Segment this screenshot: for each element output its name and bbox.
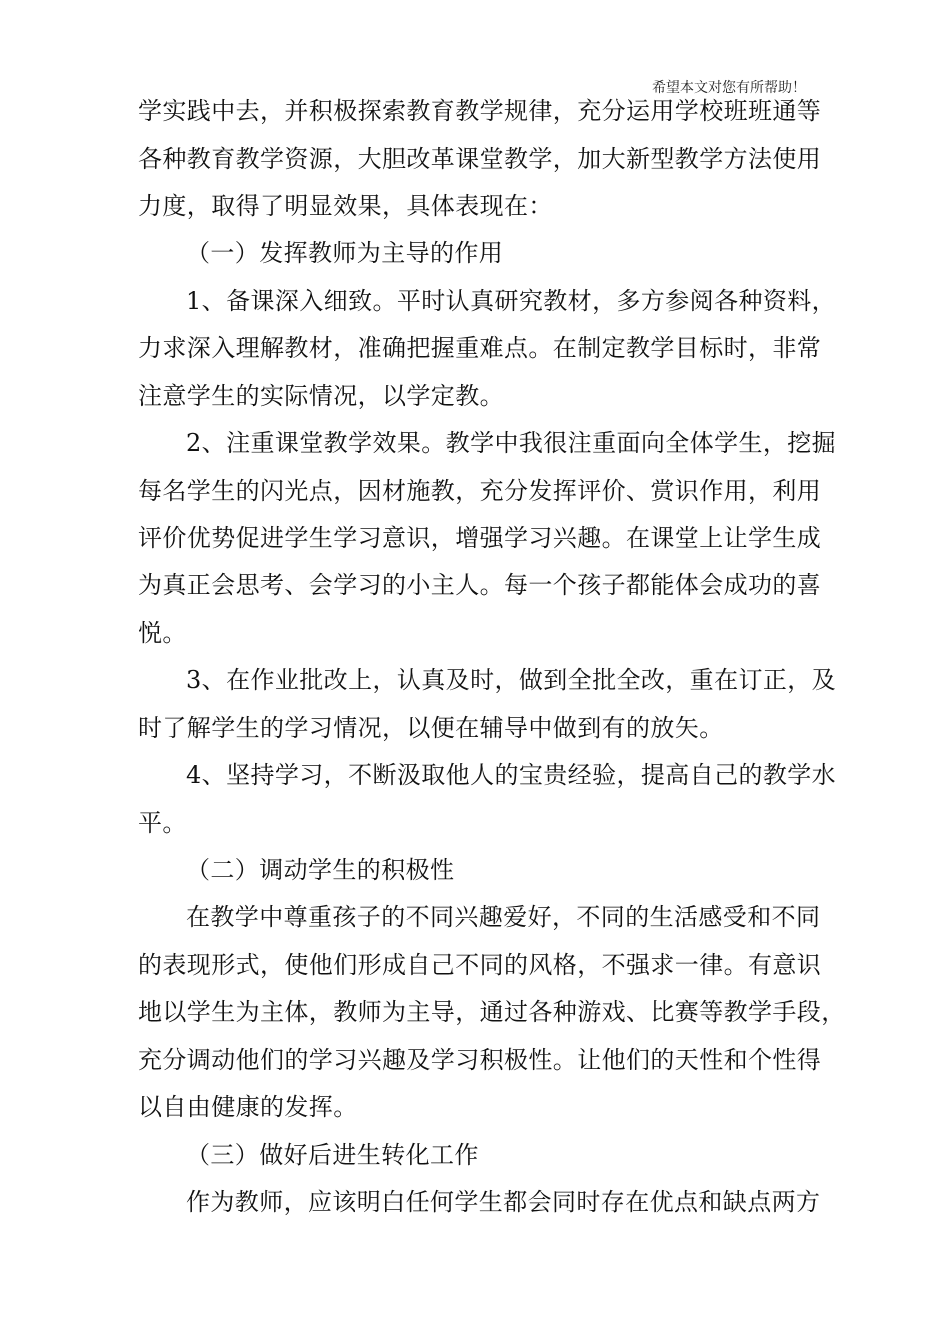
text-line: 力求深入理解教材，准确把握重难点。在制定教学目标时，非常	[138, 334, 822, 362]
section-heading: （一）发挥教师为主导的作用	[186, 239, 504, 267]
text-line: 以自由健康的发挥。	[138, 1093, 358, 1121]
text-line: 力度，取得了明显效果，具体表现在：	[138, 192, 553, 220]
text-line: 平。	[138, 809, 187, 837]
text-line: 充分调动他们的学习兴趣及学习积极性。让他们的天性和个性得	[138, 1046, 822, 1074]
text-line: 各种教育教学资源，大胆改革课堂教学，加大新型教学方法使用	[138, 145, 822, 173]
section-heading: （二）调动学生的积极性	[186, 856, 455, 884]
text-line: 3、在作业批改上，认真及时，做到全批全改，重在订正，及	[186, 666, 837, 694]
text-line: 1、备课深入细致。平时认真研究教材，多方参阅各种资料，	[186, 287, 837, 315]
text-line: 的表现形式，使他们形成自己不同的风格，不强求一律。有意识	[138, 951, 822, 979]
header-note: 希望本文对您有所帮助！	[652, 80, 806, 96]
text-line: 时了解学生的学习情况，以便在辅导中做到有的放矢。	[138, 714, 724, 742]
text-line: 地以学生为主体，教师为主导，通过各种游戏、比赛等教学手段，	[138, 998, 846, 1026]
text-line: 悦。	[138, 619, 187, 647]
text-line: 为真正会思考、会学习的小主人。每一个孩子都能体会成功的喜	[138, 571, 822, 599]
text-line: 评价优势促进学生学习意识，增强学习兴趣。在课堂上让学生成	[138, 524, 822, 552]
text-line: 4、坚持学习，不断汲取他人的宝贵经验，提高自己的教学水	[186, 761, 837, 789]
section-heading: （三）做好后进生转化工作	[186, 1141, 479, 1169]
text-line: 在教学中尊重孩子的不同兴趣爱好，不同的生活感受和不同	[186, 903, 821, 931]
text-line: 2、注重课堂教学效果。教学中我很注重面向全体学生，挖掘	[186, 429, 837, 457]
text-line: 作为教师，应该明白任何学生都会同时存在优点和缺点两方	[186, 1188, 821, 1216]
text-line: 学实践中去，并积极探索教育教学规律，充分运用学校班班通等	[138, 97, 822, 125]
text-line: 注意学生的实际情况，以学定教。	[138, 382, 504, 410]
text-line: 每名学生的闪光点，因材施教，充分发挥评价、赏识作用，利用	[138, 477, 822, 505]
